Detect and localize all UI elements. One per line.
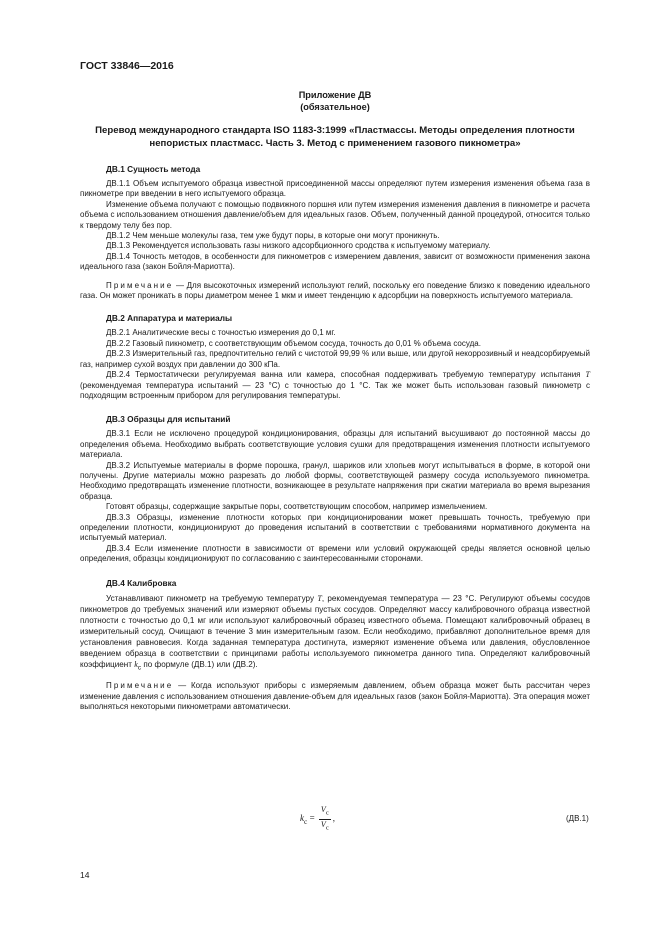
paragraph: ДВ.3.2 Испытуемые материалы в форме порошка, гранул, шариков или хлопьев могут испытываться в форме, в которой они получены. Другие материалы можно разрезать до любой формы, соответствующей размеру сосуда используемого пикнометра. Необходимо предотвращать изменение плотности, возникающее в результате напряжения при сжатии материала во время вырезания образца. bbox=[80, 460, 590, 501]
formula-numerator bbox=[319, 805, 331, 820]
formula-tail: , bbox=[332, 813, 336, 824]
formula-lhs-sub: c bbox=[304, 816, 308, 826]
denominator-sub: c bbox=[325, 824, 329, 832]
note-label: Примечание bbox=[106, 681, 174, 691]
numerator-sub: c bbox=[325, 809, 329, 817]
section-1 bbox=[80, 164, 590, 301]
formula-fraction bbox=[319, 805, 331, 833]
section-heading: ДВ.2 Аппаратура и материалы bbox=[106, 313, 233, 324]
paragraph: ДВ.3.1 Если не исключено процедурой кондиционирования, образцы для испытаний высушивают до постоянной массы до определения объема. Необходимо выбрать соответствующие условия сушки для предотвращения изменения плотности испытуемого материала. bbox=[80, 429, 590, 460]
translation-title: Перевод международного стандарта ISO 1183-3:1999 «Пластмассы. Методы определения плотности непористых пластмасс. Часть 3. Метод с применением газового пикнометра» bbox=[95, 125, 575, 149]
standard-header: ГОСТ 33846—2016 bbox=[80, 60, 174, 72]
section-3 bbox=[80, 414, 590, 564]
denominator-var: V bbox=[320, 819, 326, 829]
paragraph: ДВ.3.3 Образцы, изменение плотности которых при кондиционировании может превышать точность, требуемую при определении плотности, кондиционируют до проведения испытаний в соответствии с требованиями нормативного документа на испытуемый материал. bbox=[80, 512, 590, 543]
document-body bbox=[80, 164, 590, 712]
formula-equals: = bbox=[309, 813, 315, 824]
variable-t: T bbox=[317, 593, 322, 603]
paragraph: ДВ.2.2 Газовый пикнометр, с соответствующим объемом сосуда, точность до 0,01 % объема сосуда. bbox=[106, 338, 481, 348]
paragraph: ДВ.1.3 Рекомендуется использовать газы низкого адсорбционного сродства к испытуемому материалу. bbox=[106, 241, 491, 251]
section-2 bbox=[80, 313, 590, 401]
paragraph: ДВ.1.4 Точность методов, в особенности для пикнометров с измерением давления, зависит от возможности применения закона идеального газа (закон Бойля-Мариотта). bbox=[80, 251, 590, 272]
variable-t: T bbox=[585, 370, 590, 380]
numerator-var: V bbox=[320, 805, 326, 814]
formula-denominator bbox=[319, 820, 331, 834]
note-text: — Когда используют приборы с измеряемым давлением, объем образца может быть рассчитан через изменение давления с использованием отношения давление-объем для идеальных газов (закон Бойля-Мариотта). Эта операция может выполняться некоторыми пикнометрами автоматически. bbox=[80, 681, 590, 712]
paragraph-text: (рекомендуемая температура испытаний — 23 °С) с точностью до 1 °С. Так же может быть использован газовый пикнометр с подходящим встроенным прибором для регулирования температуры. bbox=[80, 380, 590, 400]
formula-lhs: k bbox=[300, 813, 304, 824]
paragraph-text: , рекомендуемая температура — 23 °С. Регулируют объемы сосудов пикнометров до требуемых значений или измеряют объемы пустых сосудов. Определяют массу калибровочного образца известной плотности с точностью до 0,1 мг или используют калибровочный образец известного объема. Помещают калибровочный образец в измерительный сосуд. Очищают в течение 3 мин измерительным газом. Если необходимо, прибавляют дополнительное время для установления равновесия. Когда заданная температура достигнута, измеряют изменение объема или давления, обусловленное введением образца в соответствии с принципами работы используемого пикнометра данного типа. Определяют калибровочный коэффициент bbox=[80, 593, 591, 669]
page-number: 14 bbox=[80, 870, 90, 880]
section-heading: ДВ.1 Сущность метода bbox=[106, 164, 201, 174]
section-heading: ДВ.4 Калибровка bbox=[106, 577, 177, 588]
section-4 bbox=[80, 578, 590, 713]
appendix-heading bbox=[80, 89, 590, 113]
paragraph bbox=[80, 370, 590, 401]
paragraph: ДВ.1.2 Чем меньше молекулы газа, тем уже будут поры, в которые они могут проникнуть. bbox=[106, 231, 440, 241]
paragraph-text: ДВ.2.4 Термостатически регулируемая ванна или камера, способная поддерживать требуемую температуру испытания bbox=[106, 370, 586, 380]
paragraph: ДВ.2.1 Аналитические весы с точностью измерения до 0,1 мг. bbox=[106, 328, 336, 338]
section-heading: ДВ.3 Образцы для испытаний bbox=[106, 414, 231, 425]
paragraph: Изменение объема получают с помощью подвижного поршня или путем измерения изменения давления в пикнометре и расчета объема с использованием отношения давление/объем для идеальных газов. Объем, полученный данной процедурой, относится только к твердому телу без пор. bbox=[80, 199, 590, 230]
note bbox=[80, 681, 590, 712]
paragraph-text: Устанавливают пикнометр на требуемую температуру bbox=[106, 593, 318, 603]
paragraph: ДВ.3.4 Если изменение плотности в зависимости от времени или условий окружающей среды является основной целью определения, образцы кондиционируют по согласованию с заинтересованными сторонами. bbox=[80, 543, 590, 564]
formula-dv1 bbox=[300, 805, 335, 833]
paragraph-text: по формуле (ДВ.1) или (ДВ.2). bbox=[141, 659, 258, 669]
note bbox=[80, 281, 590, 302]
paragraph: ДВ.2.3 Измерительный газ, предпочтительно гелий с чистотой 99,99 % или выше, или другой некоррозивный и неадсорбируемый газ, например сухой воздух при давлении до 300 кПа. bbox=[80, 349, 590, 369]
variable-k: k bbox=[134, 659, 138, 669]
appendix-title: Приложение ДВ bbox=[298, 90, 372, 100]
paragraph: Готовят образцы, содержащие закрытые поры, соответствующим способом, например измельчением. bbox=[106, 502, 488, 512]
appendix-subtitle: (обязательное) bbox=[300, 102, 370, 112]
note-text: — Для высокоточных измерений используют гелий, поскольку его поведение близко к поведению идеального газа. Он может проникать в поры диаметром менее 1 мкм и имеет тенденцию к адсорбции на поверхность испытуемого материала. bbox=[80, 280, 590, 301]
paragraph: ДВ.1.1 Объем испытуемого образца известной присоединенной массы определяют путем измерения изменения объема газа в пикнометре при введении в него испытуемого образца. bbox=[80, 179, 590, 199]
note-label: Примечание bbox=[106, 280, 174, 290]
paragraph bbox=[80, 593, 590, 674]
formula-number: (ДВ.1) bbox=[566, 814, 589, 823]
variable-subscript: c bbox=[137, 664, 142, 672]
